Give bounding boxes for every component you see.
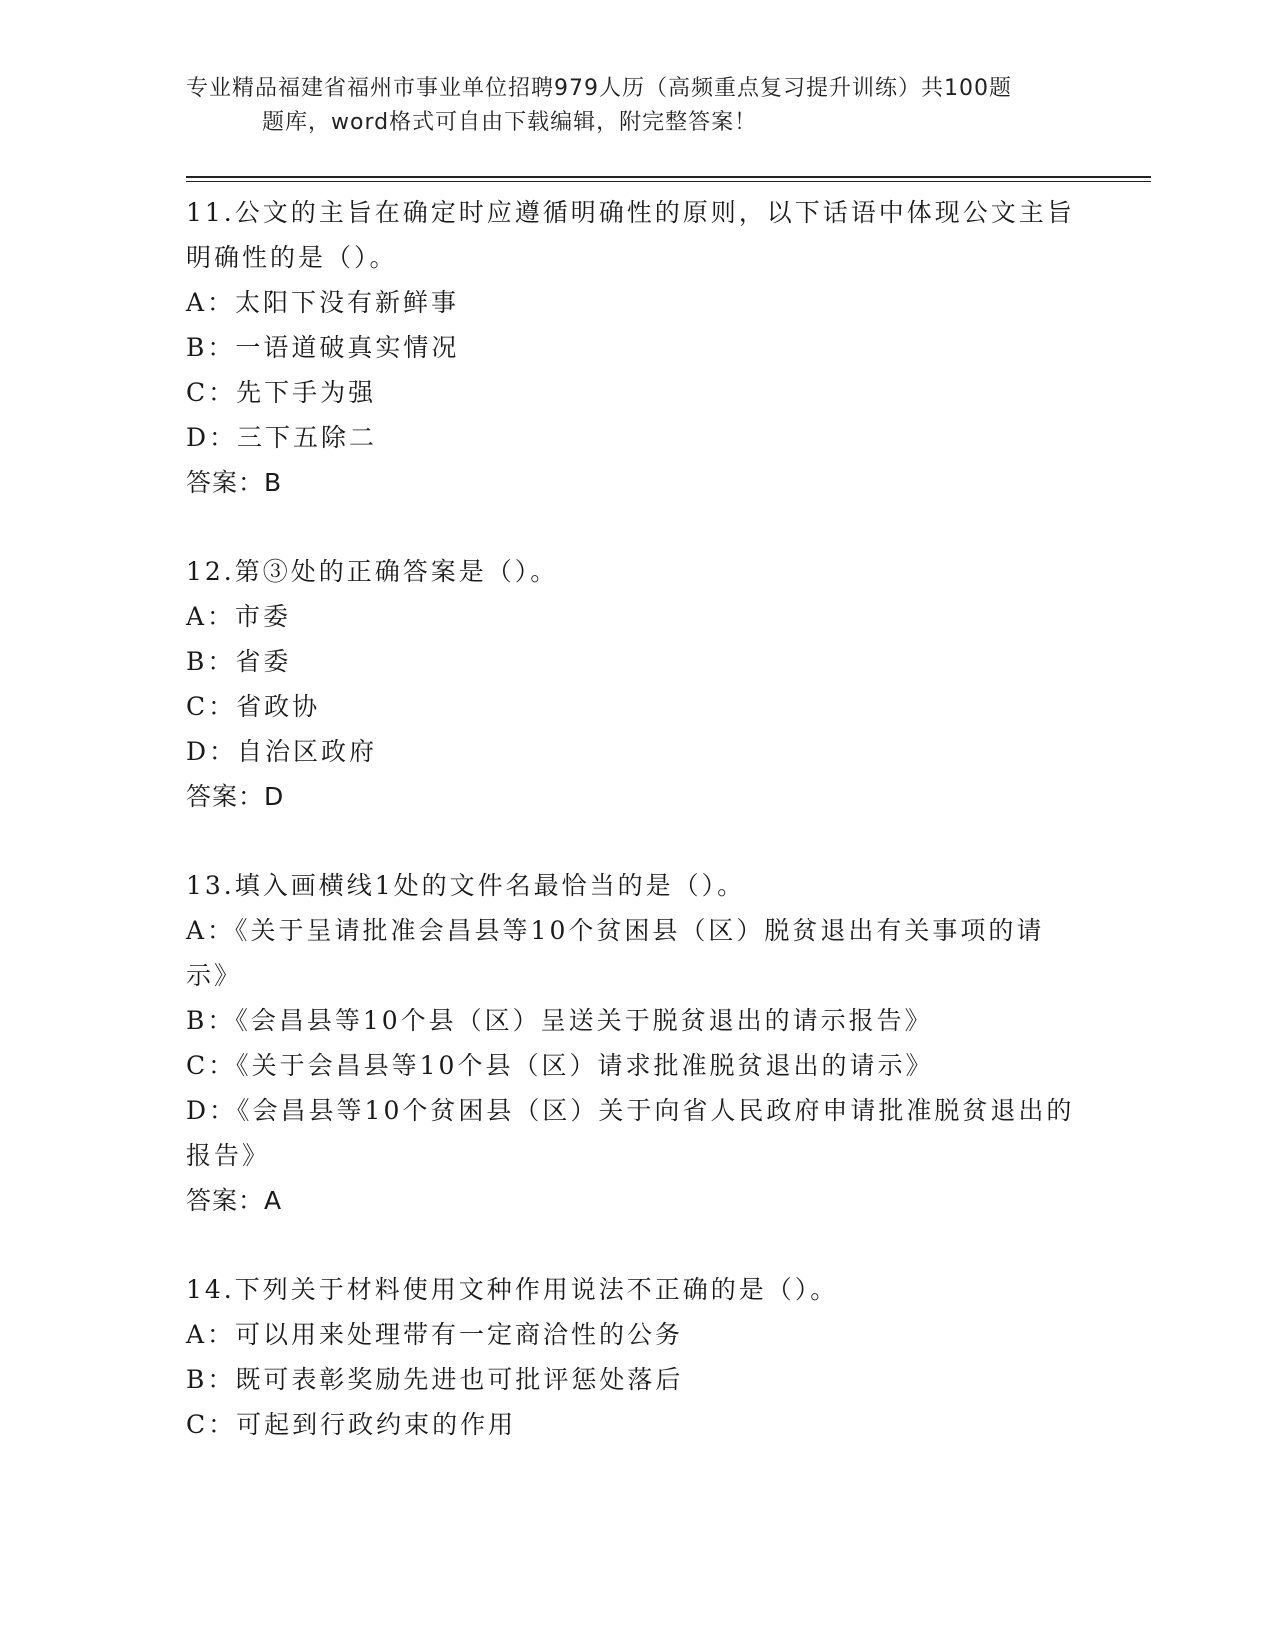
option-b: B：省委 xyxy=(186,647,292,676)
option-b: B：既可表彰奖励先进也可批评惩处落后 xyxy=(186,1365,684,1394)
option-a: A：太阳下没有新鲜事 xyxy=(186,288,460,317)
question-12 xyxy=(186,549,1086,819)
option-c: C：《关于会昌县等10个县（区）请求批准脱贫退出的请示》 xyxy=(186,1051,934,1080)
header-title-line1: 专业精品福建省福州市事业单位招聘979人历（高频重点复习提升训练）共100题 xyxy=(186,76,1012,101)
question-stem: 13.填入画横线1处的文件名最恰当的是（）。 xyxy=(186,871,746,900)
option-d: D：《会昌县等10个贫困县（区）关于向省人民政府申请批准脱贫退出的报告》 xyxy=(186,1096,1075,1170)
option-d: D：自治区政府 xyxy=(186,737,378,766)
question-stem: 12.第③处的正确答案是（）。 xyxy=(186,557,559,586)
option-c: C：先下手为强 xyxy=(186,378,377,407)
question-stem: 14.下列关于材料使用文种作用说法不正确的是（）。 xyxy=(186,1275,839,1304)
question-13 xyxy=(186,863,1086,1223)
question-11 xyxy=(186,190,1086,505)
question-14 xyxy=(186,1267,1086,1447)
answer-label: 答案：D xyxy=(186,782,285,811)
document-header xyxy=(186,72,1086,140)
answer-label: 答案：A xyxy=(186,1186,283,1215)
option-c: C：可起到行政约束的作用 xyxy=(186,1410,517,1439)
question-stem: 11.公文的主旨在确定时应遵循明确性的原则，以下话语中体现公文主旨明确性的是（）。 xyxy=(186,198,1075,272)
header-title-line2: 题库，word格式可自由下载编辑，附完整答案！ xyxy=(262,110,758,135)
question-list xyxy=(186,190,1086,1491)
option-a: A：可以用来处理带有一定商洽性的公务 xyxy=(186,1320,684,1349)
header-divider-thin xyxy=(186,181,1151,182)
answer-label: 答案：B xyxy=(186,468,283,497)
option-b: B：《会昌县等10个县（区）呈送关于脱贫退出的请示报告》 xyxy=(186,1006,933,1035)
header-divider-thick xyxy=(186,176,1151,178)
option-c: C：省政协 xyxy=(186,692,321,721)
option-b: B：一语道破真实情况 xyxy=(186,333,460,362)
option-d: D：三下五除二 xyxy=(186,423,378,452)
option-a: A：市委 xyxy=(186,602,292,631)
option-a: A：《关于呈请批准会昌县等10个贫困县（区）脱贫退出有关事项的请示》 xyxy=(186,916,1045,990)
